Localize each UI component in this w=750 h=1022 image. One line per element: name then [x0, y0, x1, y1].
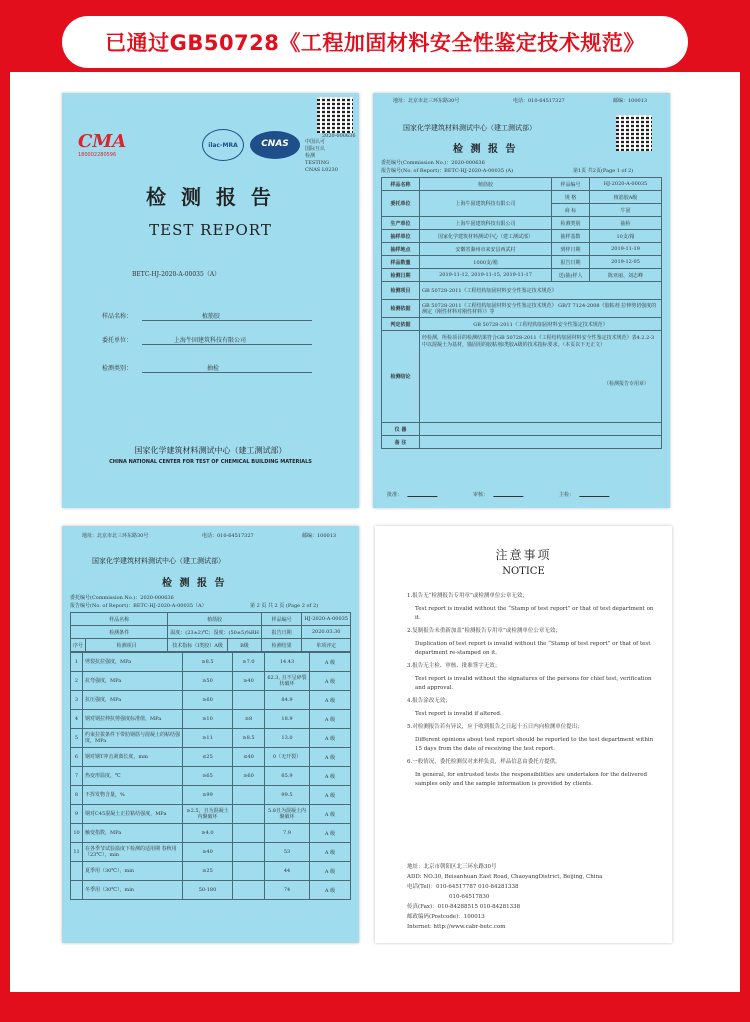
table-cell: 84.9 — [265, 691, 310, 710]
cnas-logo-text: CNAS — [261, 139, 289, 149]
table-cell: 10 — [71, 824, 83, 843]
table-cell: ≤25 — [183, 748, 233, 767]
table-cell: 安徽省滁州市来安县西武村 — [420, 243, 552, 256]
qr-code-icon — [616, 115, 652, 151]
table-cell: 技术指标（I类胶）A级 — [168, 639, 228, 652]
table-cell: 50-180 — [183, 881, 233, 900]
notice-item: Different opinions about test report should be reported to the test department within 15 days from the date of receiving the test report. — [415, 737, 654, 752]
table-cell: 10支/箱 — [590, 230, 662, 243]
table-cell: 陈亚丽、刘志峰 — [590, 269, 662, 282]
notice-item: 4.报告涂改无效； — [407, 698, 451, 704]
table-cell: 18.9 — [265, 710, 310, 729]
accreditation-line: 中国认可 — [305, 139, 326, 145]
table-cell: ≥99 — [183, 786, 233, 805]
table-cell: ≥11 — [183, 729, 233, 748]
table-row — [71, 767, 351, 786]
table-cell: 冬季用（30℃），min — [83, 881, 183, 900]
table-cell: 夏季用（30℃），min — [83, 862, 183, 881]
testing-center-cn: 国家化学建筑材料测试中心（建工测试部） — [134, 446, 287, 455]
field-value-client: 上海牛固建筑科技有限公司 — [174, 337, 247, 344]
notice-title-cn: 注意事项 — [495, 548, 552, 562]
table-row — [71, 862, 351, 881]
table-cell: A 级 — [310, 805, 351, 824]
table-cell: 样品数量 — [382, 256, 420, 269]
table-cell: 74 — [265, 881, 310, 900]
table-cell: 国家化学建筑材料测试中心（建工测试部） — [420, 230, 552, 243]
report-cover-page — [62, 93, 359, 508]
notice-page — [375, 526, 672, 943]
notice-item: Duplication of test report is invalid without the “Stamp of test report” or that of test department re-stamped on it. — [415, 641, 651, 656]
table-cell: 抗压强度，MPa — [83, 691, 183, 710]
table-cell: 抽样单位 — [382, 230, 420, 243]
contact-line: ADD: NO.30, Beisanhuan East Road, ChaoyangDistrict, Beijing, China — [407, 874, 603, 880]
contact-line: 电话(Tel)：010-64517787 010-84281338 — [407, 884, 519, 890]
table-row — [71, 843, 351, 862]
table-cell: 抽样地点 — [382, 243, 420, 256]
table-cell: 样品编号 — [262, 613, 302, 626]
table-cell: 11 — [71, 843, 83, 862]
table-cell: 样品编号 — [552, 178, 590, 191]
table-cell — [233, 843, 265, 862]
table-row — [382, 436, 662, 449]
report-no: 报告编号(No. of Report)：BETC-HJ-2020-A-00035（A） — [70, 603, 207, 609]
table-cell: 仪 器 — [382, 423, 420, 436]
contact-line: 传真(Fax)：010-84288515 010-84281338 — [407, 904, 521, 910]
table-row — [71, 824, 351, 843]
table-cell: 检测结论 — [382, 331, 420, 423]
table-cell: 植筋胶A级 — [590, 191, 662, 204]
table-cell: 44 — [265, 862, 310, 881]
signature-verify: 审核： — [473, 492, 489, 498]
field-underline — [142, 344, 312, 345]
table-cell: 在各季节试验温度下检测的适用期 春秋用（23℃），min — [83, 843, 183, 862]
table-cell: 样品名称 — [382, 178, 420, 191]
table-cell: A 级 — [310, 653, 351, 672]
report-number: BETC-HJ-2020-A-00035（A） — [132, 271, 221, 278]
report-title-cn: 检 测 报 告 — [146, 185, 275, 209]
table-cell: 植筋胶 — [168, 613, 262, 626]
contact-line: 地址：北京市朝阳区北三环东路30号 — [407, 864, 497, 870]
notice-item: Test report is invalid without the signatures of the persons for chief test, verification and approval. — [415, 676, 652, 691]
info-table — [381, 177, 662, 449]
table-cell: 检测结果 — [262, 639, 302, 652]
table-cell — [233, 824, 265, 843]
cma-logo-text: CMA — [78, 131, 127, 152]
table-cell: 13.0 — [265, 729, 310, 748]
table-row — [71, 653, 351, 672]
table-cell: HJ-2020-A-00035 — [590, 178, 662, 191]
table-row — [382, 217, 662, 230]
report-no: 报告编号(No. of Report)：BETC-HJ-2020-A-00035 (A) — [381, 168, 514, 174]
table-cell: 热变形温度，℃ — [83, 767, 183, 786]
table-cell — [420, 423, 662, 436]
table-cell — [233, 881, 265, 900]
table-cell: 检测日期 — [382, 269, 420, 282]
table-cell: ≥8 — [233, 710, 265, 729]
table-cell: 5 — [71, 729, 83, 748]
certification-banner — [62, 16, 688, 68]
table-cell: 检测项目 — [382, 282, 420, 300]
table-cell: 2019-11-19 — [590, 243, 662, 256]
table-cell: A 级 — [310, 786, 351, 805]
notice-item: 6.一般情况，委托检测仅对来样负责，样品信息由委托方提供。 — [407, 759, 561, 765]
cma-logo — [78, 131, 126, 161]
accreditation-line: TESTING — [305, 160, 330, 166]
signature-chief: 主检： — [559, 492, 575, 498]
accreditation-line: 国际互认 — [305, 146, 326, 152]
table-cell: 样品名称 — [71, 613, 168, 626]
table-cell: 规 格 — [552, 191, 590, 204]
signature-approve: 批准： — [387, 492, 403, 498]
table-cell: GB 50728-2011《工程结构加固材料安全性鉴定技术规范》 GB/T 7124-2008《胶粘剂 拉伸剪切强度的测定（刚性材料对刚性材料）》等 — [420, 300, 662, 318]
table-cell: 检测依据 — [382, 300, 420, 318]
notice-item: 2.复制报告未重新加盖“检测报告专用章”或检测单位公章无效； — [407, 628, 561, 634]
table-cell: 报告日期 — [262, 626, 302, 639]
table-cell: 抽样基数 — [552, 230, 590, 243]
report-page-2 — [62, 526, 359, 943]
table-cell: A 级 — [310, 862, 351, 881]
table-cell: 单项评定 — [302, 639, 351, 652]
table-cell: 钢对钢拉伸抗剪强度标准值，MPa — [83, 710, 183, 729]
table-cell: 2 — [71, 672, 83, 691]
table-row — [382, 269, 662, 282]
table-cell: 7 — [71, 767, 83, 786]
table-cell: ≥8.5 — [183, 653, 233, 672]
table-cell: 5.8且为混凝土内聚破坏 — [265, 805, 310, 824]
table-row — [71, 748, 351, 767]
header-postcode: 邮编：100013 — [302, 533, 337, 539]
table-cell: 生产单位 — [382, 217, 420, 230]
table-cell: 约束拉拔条件下带肋钢筋与混凝土的粘结强度，MPa — [83, 729, 183, 748]
accreditation-lines — [305, 139, 338, 174]
table-cell: ≥8.5 — [233, 729, 265, 748]
header-phone: 电话：010-64517327 — [202, 533, 254, 539]
table-cell — [233, 862, 265, 881]
table-cell: 抽检 — [590, 217, 662, 230]
commission-no: 委托编号(Commission No.)：2020-000636 — [381, 160, 485, 166]
table-cell: 钢对钢T冲击剥离长度，mm — [83, 748, 183, 767]
table-cell: 检测条件 — [71, 626, 168, 639]
table-cell: A 级 — [310, 748, 351, 767]
table-cell: B级 — [227, 639, 261, 652]
table-cell: 62.3, 且不呈碎裂状破坏 — [265, 672, 310, 691]
header-address: 地址：北京市北三环东路30号 — [393, 98, 460, 104]
table-cell: HJ-2020-A-00035 — [302, 613, 351, 626]
table-cell: 9 — [71, 805, 83, 824]
report-title: 检 测 报 告 — [453, 144, 518, 155]
table-row — [382, 300, 662, 318]
notice-title-en: NOTICE — [502, 566, 545, 577]
table-cell: 上海牛固建筑科技有限公司 — [420, 217, 552, 230]
table-row — [382, 331, 662, 423]
table-cell — [420, 331, 662, 423]
table-row — [71, 805, 351, 824]
notice-item: Test report is invalid if altered. — [415, 711, 502, 717]
table-cell: 14.43 — [265, 653, 310, 672]
page-indicator: 第 2 页 共 2 页 (Page 2 of 2) — [250, 603, 319, 609]
table-cell — [71, 862, 83, 881]
table-cell: 商 标 — [552, 204, 590, 217]
header-address: 地址：北京市北三环东路30号 — [82, 533, 149, 539]
results-body — [70, 652, 351, 900]
accreditation-line: 检测 — [305, 153, 316, 159]
accreditation-line: CNAS L0230 — [305, 167, 338, 173]
field-value-sample: 植筋胶 — [202, 313, 221, 320]
ilac-logo-text: ilac-MRA — [208, 142, 238, 149]
table-cell: 1 — [71, 653, 83, 672]
table-cell: 判定依据 — [382, 318, 420, 331]
banner-title: 已通过GB50728《工程加固材料安全性鉴定技术规范》 — [105, 31, 645, 55]
contact-line: Internet: http://www.cabr-betc.com — [407, 924, 506, 930]
table-row — [382, 318, 662, 331]
table-cell: 到样日期 — [552, 243, 590, 256]
table-row — [382, 423, 662, 436]
table-row — [71, 729, 351, 748]
field-underline — [142, 320, 312, 321]
testing-center-en: CHINA NATIONAL CENTER FOR TEST OF CHEMICAL BUILDING MATERIALS — [109, 459, 312, 465]
table-cell: 劈裂抗拉强度，MPa — [83, 653, 183, 672]
table-cell: 99.5 — [265, 786, 310, 805]
table-cell: A 级 — [310, 824, 351, 843]
table-row — [71, 691, 351, 710]
table-cell: GB 50728-2011《工程结构加固材料安全性鉴定技术规范》 — [420, 282, 662, 300]
table-cell: ≥60 — [233, 767, 265, 786]
table-cell: 检测类别 — [552, 217, 590, 230]
contact-line: 010-64517830 — [449, 894, 490, 900]
ilac-mra-logo — [202, 129, 244, 161]
table-row — [71, 672, 351, 691]
table-cell: A 级 — [310, 710, 351, 729]
conclusion-text: 经检测，所检项目的检测结果符合GB 50728-2011《工程结构加固材料安全性鉴定技术规范》表4.2.2-3中以混凝土为基材，锚固用的胶粘剂Ⅰ类胶A级的技术指标要求。（本页以下无正文） — [422, 335, 655, 348]
table-cell: 报告日期 — [552, 256, 590, 269]
table-cell: 8 — [71, 786, 83, 805]
table-cell: GB 50728-2011《工程结构加固材料安全性鉴定技术规范》 — [420, 318, 662, 331]
contact-line: 邮政编码(Postcode)：100013 — [407, 914, 485, 920]
table-row — [382, 256, 662, 269]
table-row — [382, 178, 662, 191]
table-cell — [233, 805, 265, 824]
table-cell — [71, 881, 83, 900]
field-value-type: 抽检 — [207, 365, 220, 372]
table-row — [71, 613, 351, 626]
table-row — [71, 786, 351, 805]
table-cell: 3 — [71, 691, 83, 710]
table-row — [71, 710, 351, 729]
table-cell: 钢对C45混凝土正拉粘结强度，MPa — [83, 805, 183, 824]
signature-chief-mark — [579, 487, 613, 497]
table-row — [382, 191, 662, 204]
center-name: 国家化学建筑材料测试中心（建工测试部） — [403, 124, 536, 132]
table-cell: 1000支/箱 — [420, 256, 552, 269]
notice-item: 5.对检测报告若有异议，应于收到报告之日起十五日内向检测单位提出； — [407, 724, 583, 730]
report-title-en: TEST REPORT — [149, 221, 272, 239]
table-cell: 委托单位 — [382, 191, 420, 217]
commission-no: 委托编号(Commission No.)：2020-000636 — [70, 595, 174, 601]
results-table — [70, 612, 351, 900]
table-cell: 送(抽)样人 — [552, 269, 590, 282]
table-cell: 0（无开裂） — [265, 748, 310, 767]
table-cell: ≤40 — [233, 748, 265, 767]
cma-number: 180002280596 — [78, 152, 117, 158]
notice-item: Test report is invalid without the “Stamp of test report” or that of test department on it. — [415, 606, 654, 621]
field-label-client: 委托单位： — [102, 337, 133, 344]
table-cell — [420, 436, 662, 449]
table-row — [71, 881, 351, 900]
table-cell: ≥50 — [183, 672, 233, 691]
table-row — [382, 230, 662, 243]
table-cell: 7.9 — [265, 824, 310, 843]
table-cell: 备 注 — [382, 436, 420, 449]
table-cell: ≥10 — [183, 710, 233, 729]
field-label-sample: 样品名称： — [102, 313, 133, 320]
table-cell: ≥4.0 — [183, 824, 233, 843]
notice-item: 3.报告无主检、审核、批准签字无效； — [407, 663, 501, 669]
field-label-type: 检测类别： — [102, 365, 133, 372]
table-cell: A 级 — [310, 843, 351, 862]
table-cell: 4 — [71, 710, 83, 729]
table-cell: ≥40 — [233, 672, 265, 691]
table-cell: A 级 — [310, 672, 351, 691]
table-cell: ≥40 — [183, 843, 233, 862]
table-cell: 抗弯强度，MPa — [83, 672, 183, 691]
contact-block — [407, 862, 657, 932]
field-underline — [142, 372, 312, 373]
notice-item: In general, for entrusted tests the responsibilities are undertaken for the delivered samples only and the sample information is provided by clients. — [415, 772, 648, 787]
table-cell: 触变指数，MPa — [83, 824, 183, 843]
table-cell: ≥2.5，且为混凝土内聚破坏 — [183, 805, 233, 824]
table-cell: ≥65 — [183, 767, 233, 786]
table-cell: 上海牛固建筑科技有限公司 — [420, 191, 552, 217]
table-cell: 65.9 — [265, 767, 310, 786]
table-cell — [233, 691, 265, 710]
notice-list — [407, 592, 657, 793]
table-cell: 2019-12-05 — [590, 256, 662, 269]
notice-item: 1.报告无“检测报告专用章”或检测单位公章无效； — [407, 593, 528, 599]
report-page-1 — [373, 93, 670, 508]
table-row — [71, 626, 351, 639]
header-phone: 电话：010-64517327 — [513, 98, 565, 104]
table-row — [382, 243, 662, 256]
cnas-logo — [250, 131, 300, 159]
table-row — [382, 282, 662, 300]
qr-caption: 2020-000636 — [322, 133, 356, 139]
table-cell: A 级 — [310, 881, 351, 900]
table-cell: 2019-11-12, 2019-11-15, 2019-11-17 — [420, 269, 552, 282]
table-cell: 6 — [71, 748, 83, 767]
table-cell: 植筋胶 — [420, 178, 552, 191]
table-cell: 2020.03.30 — [302, 626, 351, 639]
table-cell: 序号 — [71, 639, 86, 652]
qr-code-icon — [317, 97, 353, 133]
table-cell — [233, 786, 265, 805]
table-cell: 不挥发物含量，% — [83, 786, 183, 805]
table-cell: A 级 — [310, 691, 351, 710]
stamp-caption: （检测报告专用章） — [603, 381, 649, 387]
signature-verify-mark — [493, 487, 527, 497]
table-cell: ≥60 — [183, 691, 233, 710]
table-cell: 53 — [265, 843, 310, 862]
table-cell: 温度：(23±2)℃；湿度：(50±5)%RH — [168, 626, 262, 639]
center-name: 国家化学建筑材料测试中心（建工测试部） — [92, 557, 225, 565]
table-cell: 牛固 — [590, 204, 662, 217]
table-cell: ≥7.0 — [233, 653, 265, 672]
table-cell: A 级 — [310, 767, 351, 786]
report-title: 检 测 报 告 — [162, 578, 227, 589]
table-cell: A 级 — [310, 729, 351, 748]
table-cell: ≥25 — [183, 862, 233, 881]
signature-approve-mark — [407, 487, 441, 497]
page-indicator: 第1页 共2页(Page 1 of 2) — [573, 168, 634, 174]
table-row — [71, 639, 351, 652]
header-postcode: 邮编：100013 — [613, 98, 648, 104]
table-cell: 检测项目 — [86, 639, 168, 652]
